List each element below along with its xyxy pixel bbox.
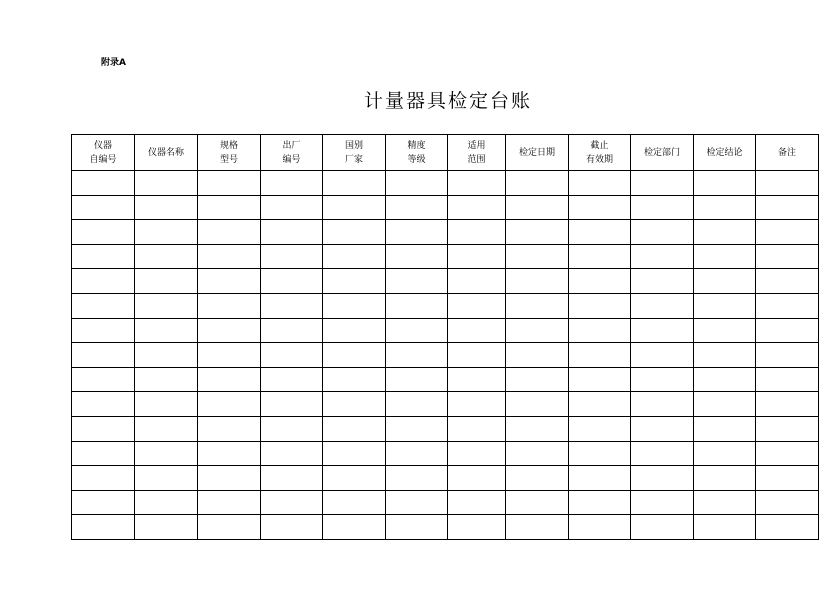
table-cell[interactable]: [506, 220, 569, 245]
table-cell[interactable]: [448, 244, 506, 269]
table-cell[interactable]: [323, 195, 386, 220]
table-cell[interactable]: [198, 293, 261, 318]
table-cell[interactable]: [506, 392, 569, 417]
table-cell[interactable]: [72, 195, 135, 220]
table-cell[interactable]: [756, 416, 819, 441]
table-cell[interactable]: [198, 392, 261, 417]
table-cell[interactable]: [72, 392, 135, 417]
table-cell[interactable]: [198, 244, 261, 269]
table-cell[interactable]: [135, 244, 198, 269]
table-cell[interactable]: [448, 490, 506, 515]
ledger-table: [71, 134, 819, 540]
table-cell[interactable]: [506, 293, 569, 318]
table-cell[interactable]: [198, 367, 261, 392]
col-header-verification-date: 检定日期: [506, 135, 569, 171]
table-cell[interactable]: [569, 269, 631, 294]
col-header-verification-conclusion: 检定结论: [694, 135, 756, 171]
table-cell[interactable]: [631, 441, 694, 466]
table-cell[interactable]: [386, 343, 448, 368]
table-cell[interactable]: [261, 343, 323, 368]
table-cell[interactable]: [261, 392, 323, 417]
table-row: [72, 441, 819, 466]
table-cell[interactable]: [72, 416, 135, 441]
table-cell[interactable]: [135, 416, 198, 441]
table-cell[interactable]: [756, 392, 819, 417]
table-row: [72, 269, 819, 294]
table-cell[interactable]: [386, 244, 448, 269]
table-cell[interactable]: [506, 515, 569, 540]
table-cell[interactable]: [506, 490, 569, 515]
table-cell[interactable]: [448, 392, 506, 417]
table-cell[interactable]: [448, 220, 506, 245]
header-row: [72, 135, 819, 171]
table-cell[interactable]: [135, 293, 198, 318]
table-cell[interactable]: [694, 195, 756, 220]
table-cell[interactable]: [323, 269, 386, 294]
table-cell[interactable]: [631, 490, 694, 515]
table-row: [72, 171, 819, 196]
table-cell[interactable]: [72, 343, 135, 368]
table-cell[interactable]: [631, 515, 694, 540]
page-title: 计量器具检定台账: [363, 90, 532, 112]
appendix-label: 附录A: [101, 58, 126, 68]
table-cell[interactable]: [135, 343, 198, 368]
table-cell[interactable]: [506, 367, 569, 392]
table-cell[interactable]: [569, 466, 631, 491]
table-cell[interactable]: [386, 293, 448, 318]
table-cell[interactable]: [448, 318, 506, 343]
table-cell[interactable]: [756, 441, 819, 466]
table-cell[interactable]: [261, 195, 323, 220]
table-cell[interactable]: [631, 416, 694, 441]
table-cell[interactable]: [569, 171, 631, 196]
table-cell[interactable]: [386, 515, 448, 540]
table-cell[interactable]: [694, 416, 756, 441]
table-cell[interactable]: [386, 416, 448, 441]
table-cell[interactable]: [448, 515, 506, 540]
table-cell[interactable]: [756, 220, 819, 245]
table-cell[interactable]: [756, 466, 819, 491]
table-cell[interactable]: [72, 490, 135, 515]
col-header-accuracy-grade: 精度 等级: [386, 135, 448, 171]
table-cell[interactable]: [569, 515, 631, 540]
table-row: [72, 392, 819, 417]
table-cell[interactable]: [694, 293, 756, 318]
table-cell[interactable]: [323, 244, 386, 269]
table-cell[interactable]: [198, 171, 261, 196]
table-cell[interactable]: [386, 195, 448, 220]
table-cell[interactable]: [631, 293, 694, 318]
table-cell[interactable]: [631, 392, 694, 417]
table-row: [72, 367, 819, 392]
table-cell[interactable]: [694, 269, 756, 294]
table-cell[interactable]: [135, 392, 198, 417]
table-cell[interactable]: [694, 171, 756, 196]
table-cell[interactable]: [386, 466, 448, 491]
table-cell[interactable]: [569, 318, 631, 343]
table-cell[interactable]: [631, 466, 694, 491]
table-cell[interactable]: [72, 269, 135, 294]
table-cell[interactable]: [135, 269, 198, 294]
table-cell[interactable]: [386, 171, 448, 196]
table-cell[interactable]: [135, 441, 198, 466]
col-header-remarks: 备注: [756, 135, 819, 171]
table-cell[interactable]: [386, 220, 448, 245]
table-cell[interactable]: [756, 293, 819, 318]
table-row: [72, 318, 819, 343]
table-cell[interactable]: [198, 416, 261, 441]
table-cell[interactable]: [261, 367, 323, 392]
table-cell[interactable]: [756, 171, 819, 196]
table-cell[interactable]: [198, 441, 261, 466]
table-cell[interactable]: [323, 367, 386, 392]
table-cell[interactable]: [72, 220, 135, 245]
table-cell[interactable]: [323, 466, 386, 491]
table-cell[interactable]: [631, 367, 694, 392]
table-cell[interactable]: [694, 392, 756, 417]
table-cell[interactable]: [506, 171, 569, 196]
table-cell[interactable]: [506, 441, 569, 466]
table-cell[interactable]: [631, 171, 694, 196]
table-cell[interactable]: [756, 367, 819, 392]
table-cell[interactable]: [323, 318, 386, 343]
table-cell[interactable]: [323, 441, 386, 466]
table-cell[interactable]: [448, 171, 506, 196]
table-cell[interactable]: [694, 515, 756, 540]
table-cell[interactable]: [198, 343, 261, 368]
table-cell[interactable]: [261, 466, 323, 491]
table-cell[interactable]: [386, 441, 448, 466]
table-cell[interactable]: [261, 269, 323, 294]
table-row: [72, 466, 819, 491]
table-cell[interactable]: [448, 195, 506, 220]
col-header-expiry-date: 截止 有效期: [569, 135, 631, 171]
table-cell[interactable]: [756, 343, 819, 368]
col-header-instrument-name: 仪器名称: [135, 135, 198, 171]
table-cell[interactable]: [72, 318, 135, 343]
table-cell[interactable]: [569, 244, 631, 269]
table-cell[interactable]: [448, 416, 506, 441]
table-cell[interactable]: [135, 220, 198, 245]
table-cell[interactable]: [694, 490, 756, 515]
table-cell[interactable]: [323, 293, 386, 318]
table-cell[interactable]: [135, 515, 198, 540]
table-cell[interactable]: [135, 318, 198, 343]
table-cell[interactable]: [694, 367, 756, 392]
table-cell[interactable]: [569, 343, 631, 368]
table-row: [72, 293, 819, 318]
table-cell[interactable]: [756, 269, 819, 294]
table-cell[interactable]: [694, 466, 756, 491]
col-header-applicable-range: 适用 范围: [448, 135, 506, 171]
table-cell[interactable]: [261, 416, 323, 441]
table-cell[interactable]: [198, 490, 261, 515]
table-cell[interactable]: [448, 343, 506, 368]
table-cell[interactable]: [135, 195, 198, 220]
table-cell[interactable]: [323, 343, 386, 368]
table-cell[interactable]: [135, 466, 198, 491]
table-cell[interactable]: [386, 367, 448, 392]
table-row: [72, 343, 819, 368]
table-row: [72, 244, 819, 269]
table-cell[interactable]: [506, 466, 569, 491]
table-cell[interactable]: [506, 318, 569, 343]
table-cell[interactable]: [198, 220, 261, 245]
table-cell[interactable]: [261, 515, 323, 540]
table-cell[interactable]: [72, 466, 135, 491]
table-cell[interactable]: [506, 195, 569, 220]
col-header-instrument-id: 仪器 自编号: [72, 135, 135, 171]
table-cell[interactable]: [72, 171, 135, 196]
table-cell[interactable]: [72, 515, 135, 540]
table-cell[interactable]: [261, 441, 323, 466]
table-cell[interactable]: [694, 318, 756, 343]
table-cell[interactable]: [261, 171, 323, 196]
table-cell[interactable]: [261, 293, 323, 318]
table-cell[interactable]: [631, 318, 694, 343]
table-cell[interactable]: [135, 490, 198, 515]
table-cell[interactable]: [694, 441, 756, 466]
ledger-body: [72, 171, 819, 540]
table-cell[interactable]: [569, 416, 631, 441]
table-cell[interactable]: [694, 220, 756, 245]
col-header-factory-number: 出厂 编号: [261, 135, 323, 171]
table-row: [72, 416, 819, 441]
table-cell[interactable]: [448, 466, 506, 491]
table-cell[interactable]: [448, 293, 506, 318]
table-cell[interactable]: [569, 367, 631, 392]
table-cell[interactable]: [569, 195, 631, 220]
table-cell[interactable]: [323, 392, 386, 417]
table-cell[interactable]: [448, 367, 506, 392]
table-cell[interactable]: [756, 195, 819, 220]
table-cell[interactable]: [323, 220, 386, 245]
table-cell[interactable]: [323, 515, 386, 540]
table-cell[interactable]: [386, 269, 448, 294]
table-cell[interactable]: [261, 490, 323, 515]
table-row: [72, 490, 819, 515]
col-header-spec-model: 规格 型号: [198, 135, 261, 171]
table-cell[interactable]: [323, 416, 386, 441]
table-cell[interactable]: [569, 220, 631, 245]
table-cell[interactable]: [72, 441, 135, 466]
table-cell[interactable]: [694, 343, 756, 368]
table-cell[interactable]: [135, 367, 198, 392]
table-cell[interactable]: [386, 318, 448, 343]
table-cell[interactable]: [72, 293, 135, 318]
table-row: [72, 515, 819, 540]
col-header-verification-department: 检定部门: [631, 135, 694, 171]
table-cell[interactable]: [506, 343, 569, 368]
table-cell[interactable]: [506, 244, 569, 269]
table-cell[interactable]: [198, 466, 261, 491]
table-cell[interactable]: [261, 318, 323, 343]
table-cell[interactable]: [198, 515, 261, 540]
table-cell[interactable]: [569, 392, 631, 417]
table-cell[interactable]: [261, 244, 323, 269]
table-cell[interactable]: [323, 171, 386, 196]
table-cell[interactable]: [756, 244, 819, 269]
table-cell[interactable]: [448, 441, 506, 466]
table-cell[interactable]: [506, 269, 569, 294]
table-cell[interactable]: [506, 416, 569, 441]
table-cell[interactable]: [756, 515, 819, 540]
table-cell[interactable]: [631, 220, 694, 245]
table-cell[interactable]: [756, 318, 819, 343]
table-cell[interactable]: [198, 318, 261, 343]
table-cell[interactable]: [569, 293, 631, 318]
table-cell[interactable]: [631, 343, 694, 368]
table-cell[interactable]: [323, 490, 386, 515]
table-cell[interactable]: [569, 490, 631, 515]
table-cell[interactable]: [569, 441, 631, 466]
table-cell[interactable]: [386, 392, 448, 417]
table-cell[interactable]: [631, 269, 694, 294]
table-cell[interactable]: [694, 244, 756, 269]
table-cell[interactable]: [631, 195, 694, 220]
table-cell[interactable]: [135, 171, 198, 196]
table-cell[interactable]: [448, 269, 506, 294]
col-header-country-manufacturer: 国别 厂家: [323, 135, 386, 171]
table-cell[interactable]: [72, 367, 135, 392]
table-cell[interactable]: [198, 269, 261, 294]
table-cell[interactable]: [198, 195, 261, 220]
table-cell[interactable]: [72, 244, 135, 269]
table-cell[interactable]: [631, 244, 694, 269]
table-cell[interactable]: [386, 490, 448, 515]
table-row: [72, 220, 819, 245]
table-row: [72, 195, 819, 220]
table-cell[interactable]: [756, 490, 819, 515]
table-cell[interactable]: [261, 220, 323, 245]
